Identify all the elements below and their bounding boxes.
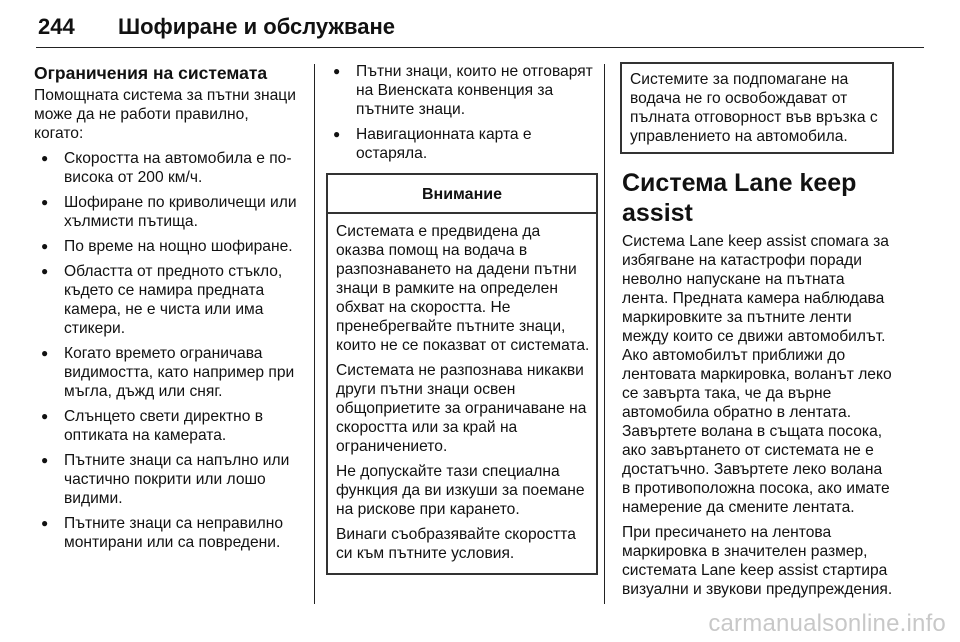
bullet-item: ● По време на нощно шофиране. [34, 237, 302, 256]
bullet-item: ● Скоростта на автомобила е по-висока от 200 км/ч. [34, 149, 302, 187]
warning-paragraph: Не допускайте тази специална функция да ви изкуши за поемане на рискове при карането. [336, 463, 585, 518]
bullet-item: ● Областта от предното стъкло, където се намира предната камера, не е чиста или има стикери. [34, 262, 302, 338]
column-divider-2 [604, 64, 605, 604]
section-paragraph: Система Lane keep assist спомага за избягване на катастрофи поради неволно напускане на пътната лента. Предната камера наблюдава маркировките за пътните ленти между които се движи автомобилът. Ако автомобилът приближи до лентовата маркировка, воланът леко се завърта така, че да върне автомобила обратно в лентата. Завъртете волана в същата посока, ако завъртането от системата не е достатъчно. Завъртете леко волана в противоположна посока, ако имате намерение да смените лентата. [622, 233, 892, 516]
limitations-intro: Помощната система за пътни знаци може да не работи правилно, когато: [34, 87, 296, 142]
note-box: Системите за подпомагане на водача не го освобождават от пълната отговорност във връзка с управлението на автомобила. [620, 62, 894, 154]
chapter-title: Шофиране и обслужване [118, 14, 396, 39]
column-2 [326, 62, 598, 575]
bullet-item: ● Пътните знаци са неправилно монтирани или са повредени. [34, 514, 302, 552]
warning-paragraph: Системата не разпознава никакви други пътни знаци освен общоприетите за ограничаване на скоростта или за край на ограничението. [336, 362, 587, 455]
warning-body [328, 214, 596, 573]
bullet-item: ● Когато времето ограничава видимостта, като например при мъгла, дъжд или сняг. [34, 344, 302, 401]
page-number: 244 [38, 14, 75, 39]
warning-paragraph: Винаги съобразявайте скоростта си към пътните условия. [336, 526, 576, 562]
warning-title: Внимание [328, 175, 596, 214]
bullet-item: ● Пътните знаци са напълно или частично покрити или лошо видими. [34, 451, 302, 508]
bullet-item: ● Шофиране по криволичещи или хълмисти пътища. [34, 193, 302, 231]
section-body [622, 232, 894, 599]
page-header [38, 14, 395, 40]
column-3 [612, 62, 894, 605]
bullet-item: ● Слънцето свети директно в оптиката на камерата. [34, 407, 302, 445]
warning-box [326, 173, 598, 575]
limitations-heading: Ограничения на системата [34, 63, 268, 83]
column-1 [34, 62, 302, 558]
watermark: carmanualsonline.info [708, 610, 946, 637]
header-rule [36, 47, 924, 48]
section-paragraph: При пресичането на лентова маркировка в значителен размер, системата Lane keep assist стартира визуални и звукови предупреждения. [622, 524, 893, 598]
bullet-item: ● Пътни знаци, които не отговарят на Виенската конвенция за пътните знаци. [326, 62, 598, 119]
warning-paragraph: Системата е предвидена да оказва помощ на водача в разпознаването на дадени пътни знаци в рамките на определен обхват на скоростта. Не пренебрегвайте пътните знаци, които не се показват от системата. [336, 223, 590, 354]
column-divider-1 [314, 64, 315, 604]
section-title: Система Lane keep assist [622, 169, 857, 227]
bullet-item: ● Навигационната карта е остаряла. [326, 125, 598, 163]
